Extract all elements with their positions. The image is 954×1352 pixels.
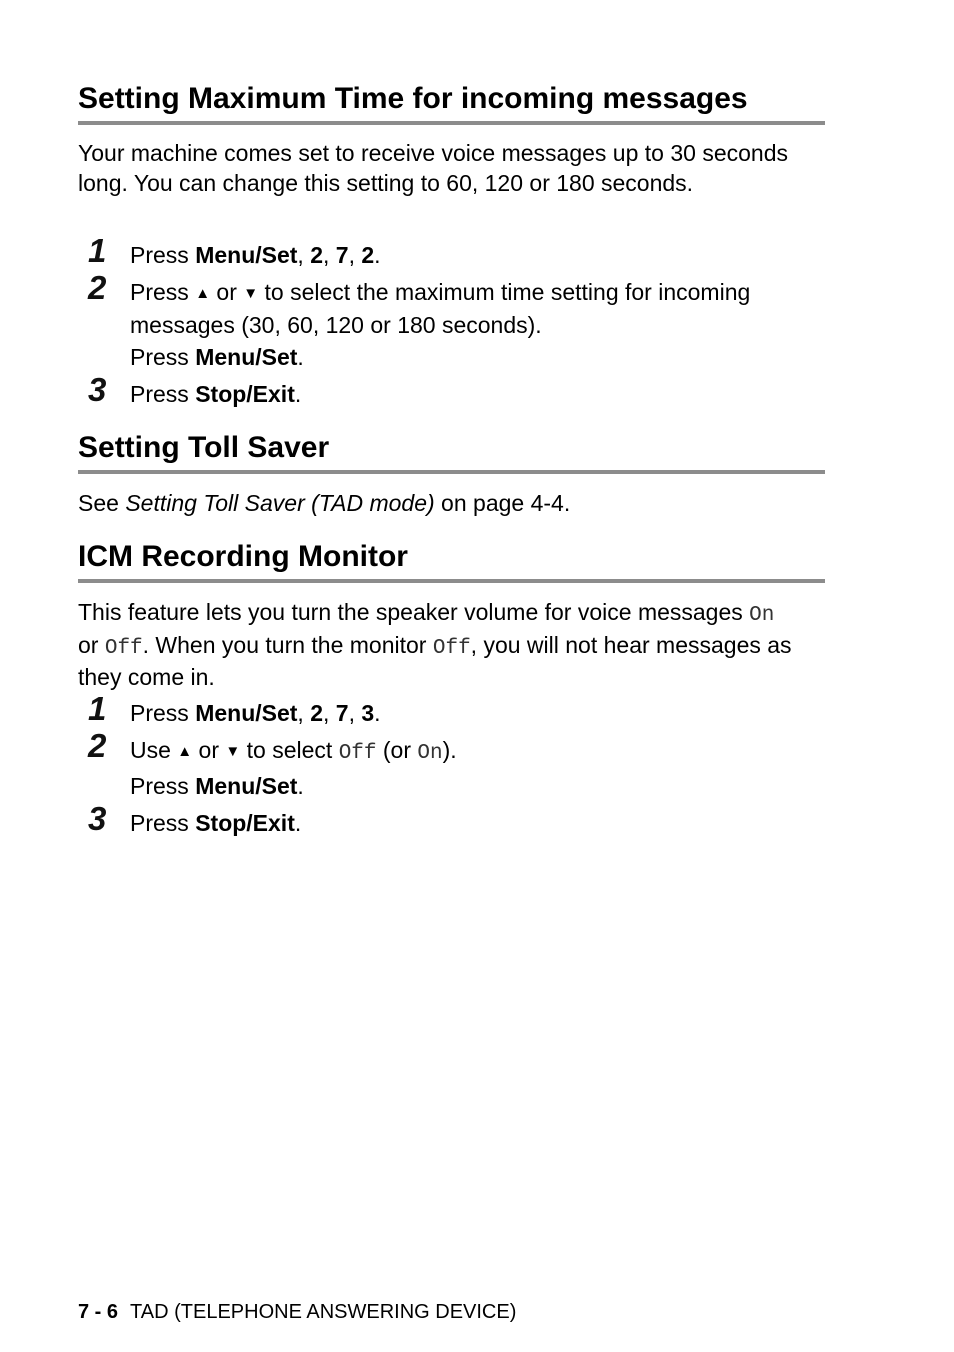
- separator: ,: [323, 242, 336, 268]
- period: .: [297, 344, 304, 370]
- paren-close: ).: [442, 737, 457, 763]
- step-text: [130, 809, 830, 839]
- step-word: Press: [130, 279, 196, 305]
- page-number: 7 - 6: [78, 1301, 119, 1323]
- lcd-on: On: [417, 742, 443, 765]
- step-text: [130, 241, 830, 271]
- separator: ,: [297, 242, 311, 268]
- period: .: [294, 810, 302, 836]
- section-heading-toll-saver: Setting Toll Saver: [78, 431, 825, 474]
- menu-set-key: Menu/Set: [195, 773, 298, 799]
- intro-text: . When you turn the monitor: [142, 631, 433, 658]
- key-digit: 7: [335, 242, 349, 268]
- period: .: [294, 381, 302, 407]
- step-text: [130, 772, 830, 802]
- step-text: [130, 278, 830, 340]
- step-word: Use: [130, 737, 178, 763]
- step-number: 3: [88, 371, 107, 408]
- stop-exit-key: Stop/Exit: [195, 810, 295, 836]
- step-text: [130, 380, 830, 410]
- period: .: [297, 773, 304, 799]
- cross-reference: Setting Toll Saver (TAD mode): [125, 490, 435, 516]
- intro-text: , you will not hear messages as they come in.: [78, 631, 792, 690]
- menu-set-key: Menu/Set: [195, 700, 298, 726]
- separator: ,: [348, 242, 362, 268]
- step-number: 2: [88, 727, 107, 764]
- step-number: 1: [88, 232, 107, 269]
- step-number: 2: [88, 269, 107, 306]
- step-word: Press: [130, 700, 196, 726]
- page-footer: [78, 1300, 516, 1324]
- separator: ,: [348, 700, 362, 726]
- lcd-off: Off: [432, 636, 471, 660]
- intro-text: or: [78, 631, 105, 658]
- menu-set-key: Menu/Set: [195, 242, 298, 268]
- section-text-toll-saver: [78, 489, 830, 519]
- section-intro-icm-monitor: [78, 598, 830, 693]
- see-text: See: [78, 490, 126, 516]
- step-number: 3: [88, 800, 107, 837]
- intro-text: This feature lets you turn the speaker volume for voice messages: [78, 599, 750, 625]
- menu-set-key: Menu/Set: [195, 344, 298, 370]
- select-text: to select: [240, 737, 339, 763]
- lcd-off: Off: [338, 742, 377, 765]
- section-heading-max-time: Setting Maximum Time for incoming messages: [78, 82, 825, 125]
- up-arrow-icon: ▲: [177, 743, 193, 760]
- or-text: or: [210, 279, 244, 305]
- period: .: [374, 700, 381, 726]
- lcd-off: Off: [104, 636, 143, 660]
- step-description: to select the maximum time setting for incoming messages (30, 60, 120 or 180 seconds).: [130, 279, 751, 338]
- down-arrow-icon: ▼: [243, 285, 259, 302]
- or-text: or: [192, 737, 226, 763]
- step-text: [130, 699, 830, 729]
- key-digit: 3: [361, 700, 375, 726]
- step-word: Press: [130, 344, 196, 370]
- section-heading-icm-monitor: ICM Recording Monitor: [78, 540, 825, 583]
- key-digit: 2: [361, 242, 375, 268]
- step-word: Press: [130, 242, 196, 268]
- step-text: [130, 736, 830, 769]
- step-number: 1: [88, 690, 107, 727]
- step-word: Press: [130, 810, 196, 836]
- lcd-on: On: [749, 604, 775, 627]
- stop-exit-key: Stop/Exit: [195, 381, 295, 407]
- separator: ,: [297, 700, 311, 726]
- step-word: Press: [130, 773, 196, 799]
- up-arrow-icon: ▲: [195, 285, 211, 302]
- page-reference: on page 4-4.: [434, 490, 571, 516]
- step-text: [130, 343, 830, 373]
- key-digit: 2: [310, 242, 323, 268]
- step-word: Press: [130, 381, 196, 407]
- key-digit: 7: [335, 700, 349, 726]
- paren-text: (or: [376, 737, 418, 763]
- down-arrow-icon: ▼: [225, 743, 241, 760]
- period: .: [374, 242, 381, 268]
- section-intro-max-time: Your machine comes set to receive voice messages up to 30 seconds long. You can change this setting to 60, 120 or 180 seconds.: [78, 140, 788, 196]
- chapter-title: TAD (TELEPHONE ANSWERING DEVICE): [130, 1301, 517, 1323]
- separator: ,: [323, 700, 336, 726]
- key-digit: 2: [310, 700, 323, 726]
